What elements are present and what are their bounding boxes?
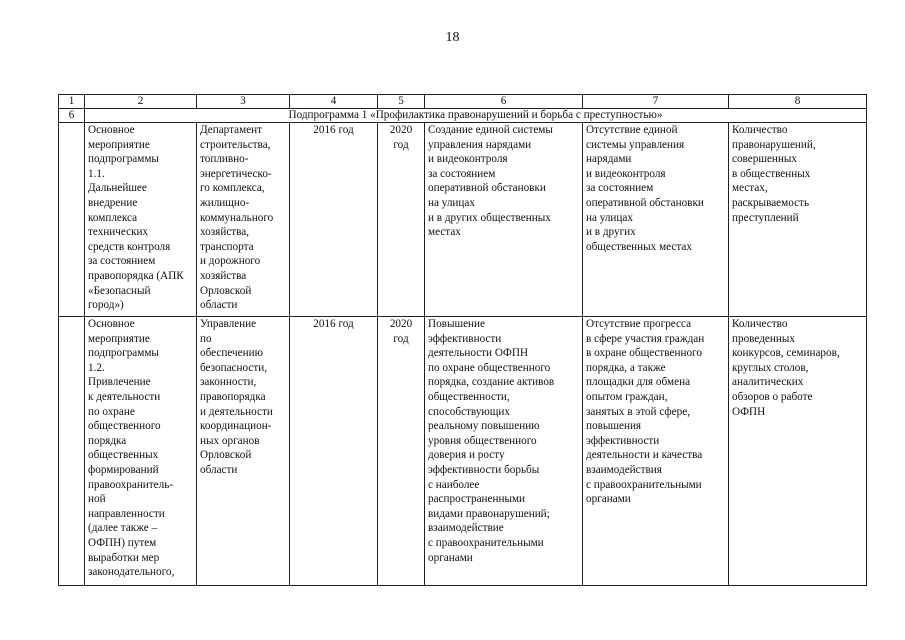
row-number-cell	[59, 317, 85, 586]
header-cell: 6	[425, 95, 583, 109]
start-year-cell: 2016 год	[290, 123, 378, 317]
subprogram-row	[59, 109, 867, 123]
table-header-row	[59, 95, 867, 109]
executor-cell: Управление по обеспечению безопасности, законности, правопорядка и деятельности координацион- ных органов Орловской области	[197, 317, 290, 586]
executor-cell: Департамент строительства, топливно- энергетическо- го комплекса, жилищно- коммунального хозяйства, транспорта и дорожного хозяйства Орловской области	[197, 123, 290, 317]
measure-cell: Основное мероприятие подпрограммы 1.2. Привлечение к деятельности по охране общественного порядка общественных формирований правоохранитель- ной направленности (далее также – ОФПН) путем выработки мер законодательного,	[85, 317, 197, 586]
row-number-cell	[59, 123, 85, 317]
measure-cell: Основное мероприятие подпрограммы 1.1. Дальнейшее внедрение комплекса технических средств контроля за состоянием правопорядка (АПК «Безопасный город»)	[85, 123, 197, 317]
table-row	[59, 123, 867, 317]
program-table	[58, 94, 867, 586]
indicator-cell: Количество правонарушений, совершенных в общественных местах, раскрываемость преступлений	[729, 123, 867, 317]
header-cell: 7	[583, 95, 729, 109]
page-number: 18	[445, 30, 460, 45]
consequences-cell: Отсутствие прогресса в сфере участия граждан в охране общественного порядка, а также площадки для обмена опытом граждан, занятых в этой сфере, повышения эффективности деятельности и качества взаимодействия с правоохранительными органами	[583, 317, 729, 586]
expected-result-cell: Создание единой системы управления нарядами и видеоконтроля за состоянием оперативной обстановки на улицах и в других общественных местах	[425, 123, 583, 317]
indicator-cell: Количество проведенных конкурсов, семинаров, круглых столов, аналитических обзоров о работе ОФПН	[729, 317, 867, 586]
header-cell: 3	[197, 95, 290, 109]
end-year-cell: 2020 год	[378, 317, 425, 586]
start-year-cell: 2016 год	[290, 317, 378, 586]
header-cell: 1	[59, 95, 85, 109]
subprogram-title: Подпрограмма 1 «Профилактика правонарушений и борьба с преступностью»	[85, 109, 867, 123]
end-year-cell: 2020 год	[378, 123, 425, 317]
header-cell: 5	[378, 95, 425, 109]
consequences-cell: Отсутствие единой системы управления нарядами и видеоконтроля за состоянием оперативной обстановки на улицах и в других общественных местах	[583, 123, 729, 317]
header-cell: 8	[729, 95, 867, 109]
header-cell: 4	[290, 95, 378, 109]
header-cell: 2	[85, 95, 197, 109]
table-row	[59, 317, 867, 586]
expected-result-cell: Повышение эффективности деятельности ОФПН по охране общественного порядка, создание активов общественности, способствующих реальному повышению уровня общественного доверия и росту эффективности борьбы с наиболее распространенными видами правонарушений; взаимодействие с правоохранительными органами	[425, 317, 583, 586]
subprogram-number: 6	[59, 109, 85, 123]
